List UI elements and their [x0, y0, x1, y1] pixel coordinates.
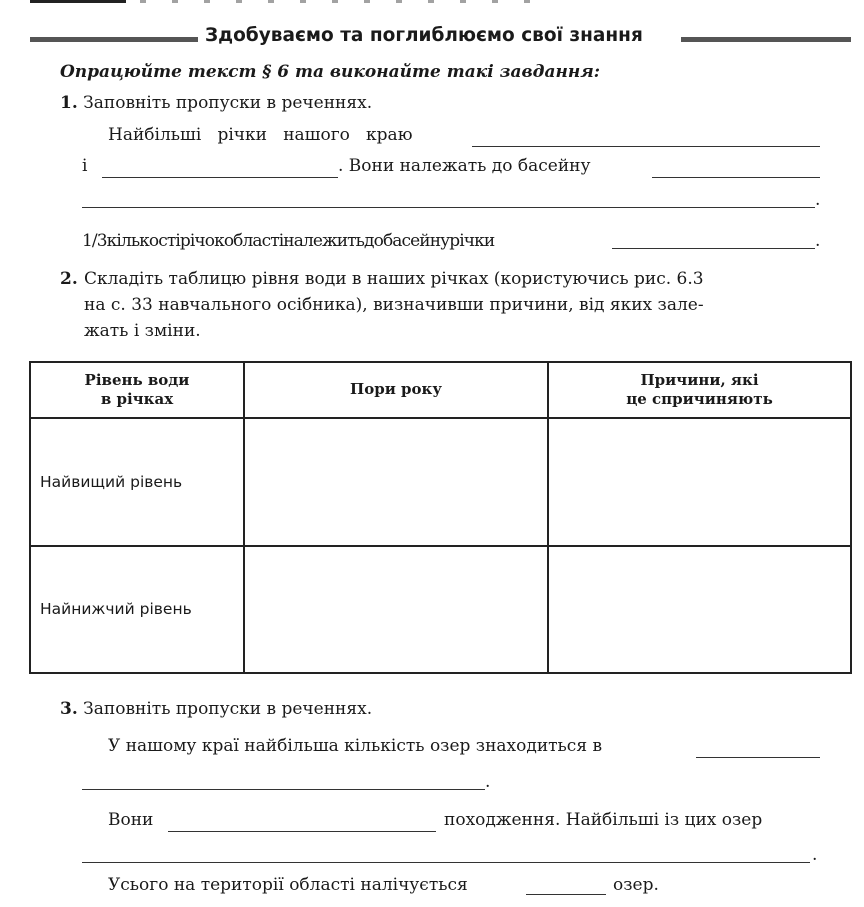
task1-blank-basin[interactable]	[652, 177, 820, 178]
table-header-level-text: Рівень води в річках	[84, 370, 190, 408]
task1-prompt: Заповніть пропуски в реченнях.	[83, 93, 373, 113]
task3-blank-region-continued[interactable]	[82, 789, 485, 790]
task3-line2-period: .	[485, 772, 491, 792]
task1-heading	[60, 93, 372, 113]
top-cropped-rule	[30, 0, 126, 3]
task2-prompt-line1: Складіть таблицю рівня води в наших річках (користуючись рис. 6.3	[84, 269, 704, 289]
header-rule-left	[30, 37, 198, 42]
table-row-label-highest: Найвищий рівень	[30, 418, 244, 546]
instructions-intro: Опрацюйте текст § 6 та виконайте такі завдання:	[60, 62, 601, 82]
task2-number: 2.	[60, 269, 78, 289]
table-cell-cause-highest[interactable]	[548, 418, 851, 546]
table-cell-cause-lowest[interactable]	[548, 546, 851, 674]
task1-blank-river1[interactable]	[472, 146, 820, 147]
task3-line1: У нашому краї найбільша кількість озер знаходиться в	[108, 736, 603, 756]
task1-line4-period: .	[815, 231, 821, 251]
table-header-row	[30, 362, 851, 418]
table-header-causes-text: Причини, які це спричиняють	[626, 370, 773, 408]
task3-blank-largest-lakes[interactable]	[82, 862, 810, 863]
task1-number: 1.	[60, 93, 78, 113]
task3-heading	[60, 699, 372, 719]
task3-line5-start: Усього на території області налічується	[108, 875, 468, 895]
task1-line2-start: і	[82, 156, 88, 176]
task3-line5-end: озер.	[613, 875, 659, 895]
header-rule-right	[681, 37, 851, 42]
table-cell-season-lowest[interactable]	[244, 546, 548, 674]
task2-prompt-line2: на с. 33 навчального осібника), визначивши причини, від яких зале-	[84, 295, 704, 315]
task1-line1: Найбільші річки нашого краю	[108, 125, 413, 145]
task3-line4-period: .	[812, 845, 818, 865]
task3-prompt: Заповніть пропуски в реченнях.	[83, 699, 373, 719]
water-level-table	[29, 361, 852, 674]
table-row-label-lowest: Найнижчий рівень	[30, 546, 244, 674]
task1-line2-mid: . Вони належать до басейну	[338, 156, 591, 176]
task3-blank-lake-count[interactable]	[526, 894, 606, 895]
task2-prompt-line3: жать і зміни.	[84, 321, 201, 341]
task1-line4: 1/3кількостірічокобластіналежитьдобасейнурічки	[82, 231, 495, 251]
task3-blank-region[interactable]	[696, 757, 820, 758]
top-cropped-text-remnant	[140, 0, 540, 3]
task1-blank-basin-continued[interactable]	[82, 207, 815, 208]
task1-blank-river2[interactable]	[102, 177, 338, 178]
table-row	[30, 546, 851, 674]
section-title: Здобуваємо та поглиблюємо свої знання	[205, 25, 643, 46]
table-header-causes	[548, 362, 851, 418]
task3-number: 3.	[60, 699, 78, 719]
table-cell-season-highest[interactable]	[244, 418, 548, 546]
task1-blank-river3[interactable]	[612, 248, 815, 249]
task1-line3-period: .	[815, 190, 821, 210]
table-header-season	[244, 362, 548, 418]
table-header-level	[30, 362, 244, 418]
task3-line3-mid: походження. Найбільші із цих озер	[444, 810, 763, 830]
table-row	[30, 418, 851, 546]
table-header-season-text: Пори року	[350, 380, 442, 399]
task3-blank-origin[interactable]	[168, 831, 436, 832]
task3-line3-start: Вони	[108, 810, 154, 830]
